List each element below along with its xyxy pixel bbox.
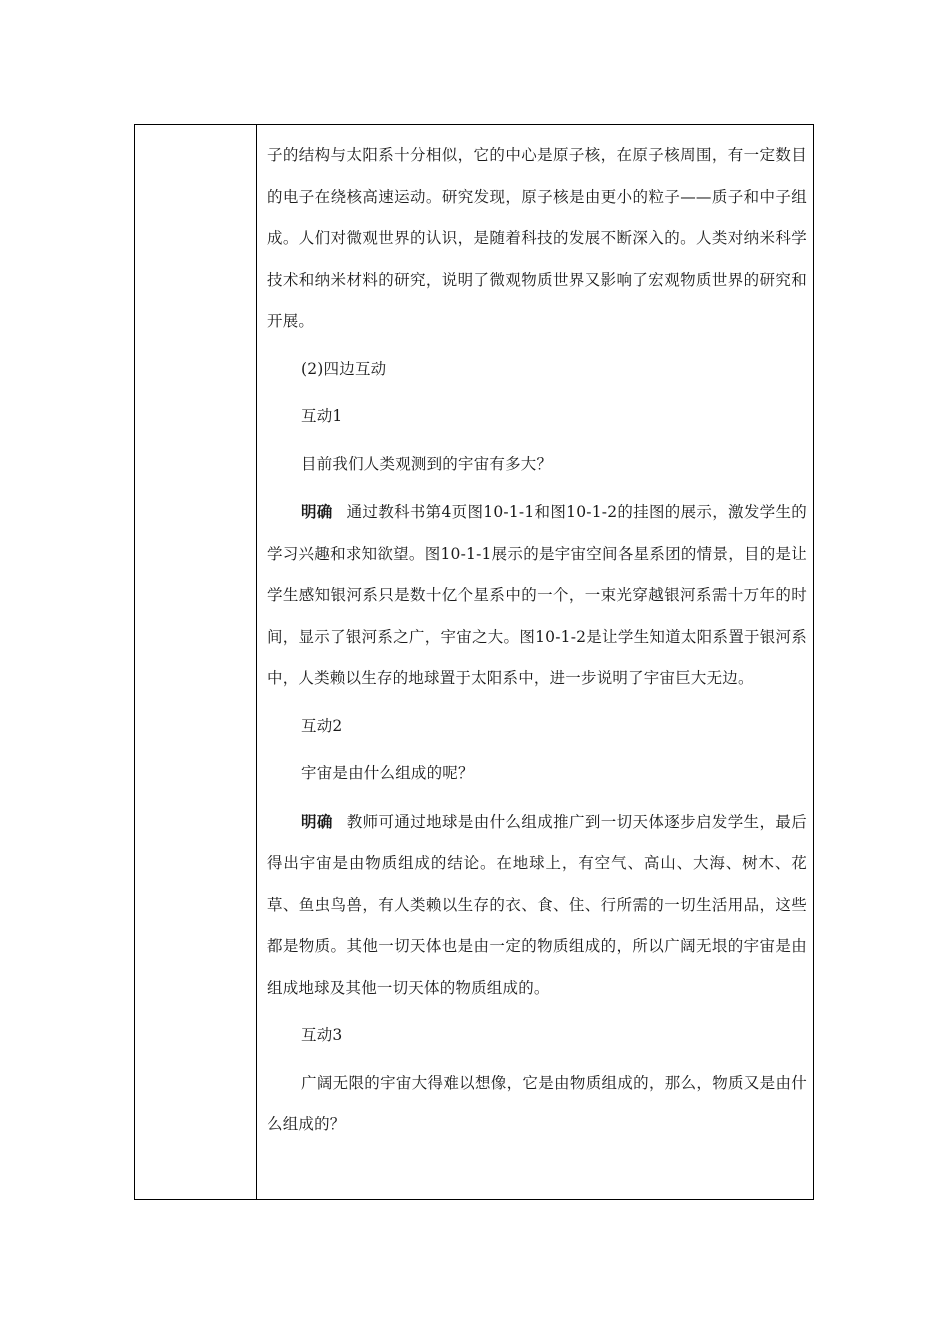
interaction-1-title: 互动1 bbox=[301, 407, 343, 425]
answer-text: 教师可通过地球是由什么组成推广到一切天体逐步启发学生，最后得出宇宙是由物质组成的结论。在地球上，有空气、高山、大海、树木、花草、鱼虫鸟兽，有人类赖以生存的衣、食、住、行所需的一切生活用品，这些都是物质。其他一切天体也是由一定的物质组成的，所以广阔无垠的宇宙是由组成地球及其他一切天体的物质组成的。 bbox=[267, 812, 807, 997]
interaction-1-question: 目前我们人类观测到的宇宙有多大？ bbox=[301, 454, 553, 473]
section-heading: (2)四边互动 bbox=[301, 359, 387, 378]
interaction-3-title: 互动3 bbox=[301, 1026, 343, 1044]
interaction-3-question: 广阔无限的宇宙大得难以想像，它是由物质组成的，那么，物质又是由什么组成的？ bbox=[267, 1073, 807, 1133]
interaction-2-question: 宇宙是由什么组成的呢？ bbox=[301, 764, 474, 782]
table-right-column bbox=[257, 125, 813, 1199]
paragraph-atom-structure: 子的结构与太阳系十分相似，它的中心是原子核，在原子核周围，有一定数目的电子在绕核高速运动。研究发现，原子核是由更小的粒子——质子和中子组成。人们对微观世界的认识，是随着科技的发展不断深入的。人类对纳米科学技术和纳米材料的研究，说明了微观物质世界又影响了宏观物质世界的研究和开展。 bbox=[267, 146, 807, 330]
answer-text: 通过教科书第4页图10-1-1和图10-1-2的挂图的展示，激发学生的学习兴趣和求知欲望。图10-1-1展示的是宇宙空间各星系团的情景，目的是让学生感知银河系只是数十亿个星系中的一个，一束光穿越银河系需十万年的时间，显示了银河系之广，宇宙之大。图10-1-2是让学生知道太阳系置于银河系中，人类赖以生存的地球置于太阳系中，进一步说明了宇宙巨大无边。 bbox=[267, 503, 807, 687]
interaction-2-title: 互动2 bbox=[301, 716, 343, 735]
answer-label: 明确 bbox=[301, 811, 333, 831]
answer-label: 明确 bbox=[301, 502, 333, 521]
table-left-column bbox=[135, 125, 257, 1199]
lesson-table bbox=[134, 124, 814, 1200]
interaction-1-answer bbox=[267, 491, 807, 700]
interaction-2-answer bbox=[267, 801, 807, 1010]
